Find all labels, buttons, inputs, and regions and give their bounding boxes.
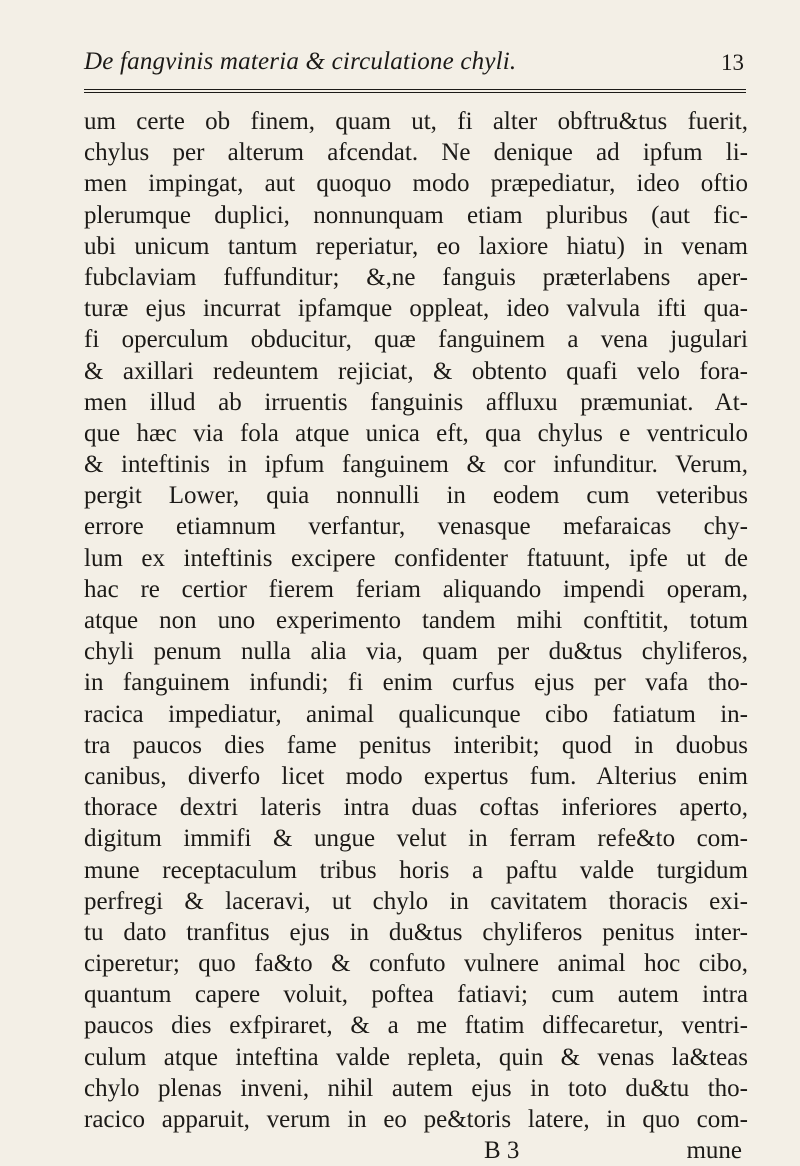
text-line: hac re certior fierem feriam aliquando impendi operam, xyxy=(84,575,748,603)
text-line: lum ex inteftinis excipere confidenter ftatuunt, ipfe ut de xyxy=(84,544,748,572)
text-line: racico apparuit, verum in eo pe&toris latere, in quo com- xyxy=(84,1106,748,1133)
page-number: 13 xyxy=(721,50,744,75)
catchword: mune xyxy=(686,1137,742,1165)
text-line: plerumque duplici, nonnunquam etiam pluribus (aut fic- xyxy=(84,201,748,229)
text-line: tra paucos dies fame penitus interibit; quod in duobus xyxy=(84,731,748,759)
text-line: pergit Lower, quia nonnulli in eodem cum veteribus xyxy=(84,482,748,510)
text-line: digitum immifi & ungue velut in ferram refe&to com- xyxy=(84,825,748,853)
text-line: paucos dies exfpiraret, & a me ftatim diffecaretur, ventri- xyxy=(84,1012,748,1040)
text-line: quantum capere voluit, poftea fatiavi; cum autem intra xyxy=(84,981,748,1009)
text-line: mune receptaculum tribus horis a paftu valde turgidum xyxy=(84,856,748,884)
text-line: men illud ab irruentis fanguinis affluxu præmuniat. At- xyxy=(84,388,748,416)
running-title: De fangvinis materia & circulatione chyli. xyxy=(84,48,517,75)
text-line: in fanguinem infundi; fi enim curfus ejus per vafa tho- xyxy=(84,669,748,697)
text-line: um certe ob finem, quam ut, fi alter obftru&tus fuerit, xyxy=(84,108,748,135)
text-line: errore etiamnum verfantur, venasque mefaraicas chy- xyxy=(84,513,748,541)
text-line: men impingat, aut quoquo modo præpediatur, ideo oftio xyxy=(84,170,748,198)
text-line: turæ ejus incurrat ipfamque oppleat, ideo valvula ifti qua- xyxy=(84,295,748,323)
text-line: atque non uno experimento tandem mihi conftitit, totum xyxy=(84,607,748,634)
text-line: canibus, diverfo licet modo expertus fum. Alterius enim xyxy=(84,762,748,790)
text-line: que hæc via fola atque unica eft, qua chylus e ventriculo xyxy=(84,419,748,447)
text-line: culum atque inteftina valde repleta, quin & venas la&teas xyxy=(84,1043,748,1071)
signature-line xyxy=(84,1135,748,1166)
text-line: racica impediatur, animal qualicunque cibo fatiatum in- xyxy=(84,700,748,728)
header-rule xyxy=(84,89,746,93)
text-line: fi operculum obducitur, quæ fanguinem a vena jugulari xyxy=(84,326,748,354)
signature-mark: B 3 xyxy=(484,1137,520,1165)
text-line: chyli penum nulla alia via, quam per du&tus chyliferos, xyxy=(84,638,748,666)
text-line: chylus per alterum afcendat. Ne denique ad ipfum li- xyxy=(84,139,748,167)
text-line: fubclaviam fuffunditur; &,ne fanguis præterlabens aper- xyxy=(84,263,748,291)
text-line: perfregi & laceravi, ut chylo in cavitatem thoracis exi- xyxy=(84,887,748,915)
text-line: ciperetur; quo fa&to & confuto vulnere animal hoc cibo, xyxy=(84,950,748,978)
text-line: thorace dextri lateris intra duas coftas inferiores aperto, xyxy=(84,794,748,822)
text-line: & inteftinis in ipfum fanguinem & cor infunditur. Verum, xyxy=(84,451,748,479)
page-header xyxy=(0,48,800,88)
text-line: chylo plenas inveni, nihil autem ejus in toto du&tu tho- xyxy=(84,1074,748,1102)
text-line: ubi unicum tantum reperiatur, eo laxiore hiatu) in venam xyxy=(84,232,748,260)
text-line: & axillari redeuntem rejiciat, & obtento quafi velo fora- xyxy=(84,357,748,385)
body-text xyxy=(84,106,748,1166)
text-line: tu dato tranfitus ejus in du&tus chyliferos penitus inter- xyxy=(84,918,748,946)
